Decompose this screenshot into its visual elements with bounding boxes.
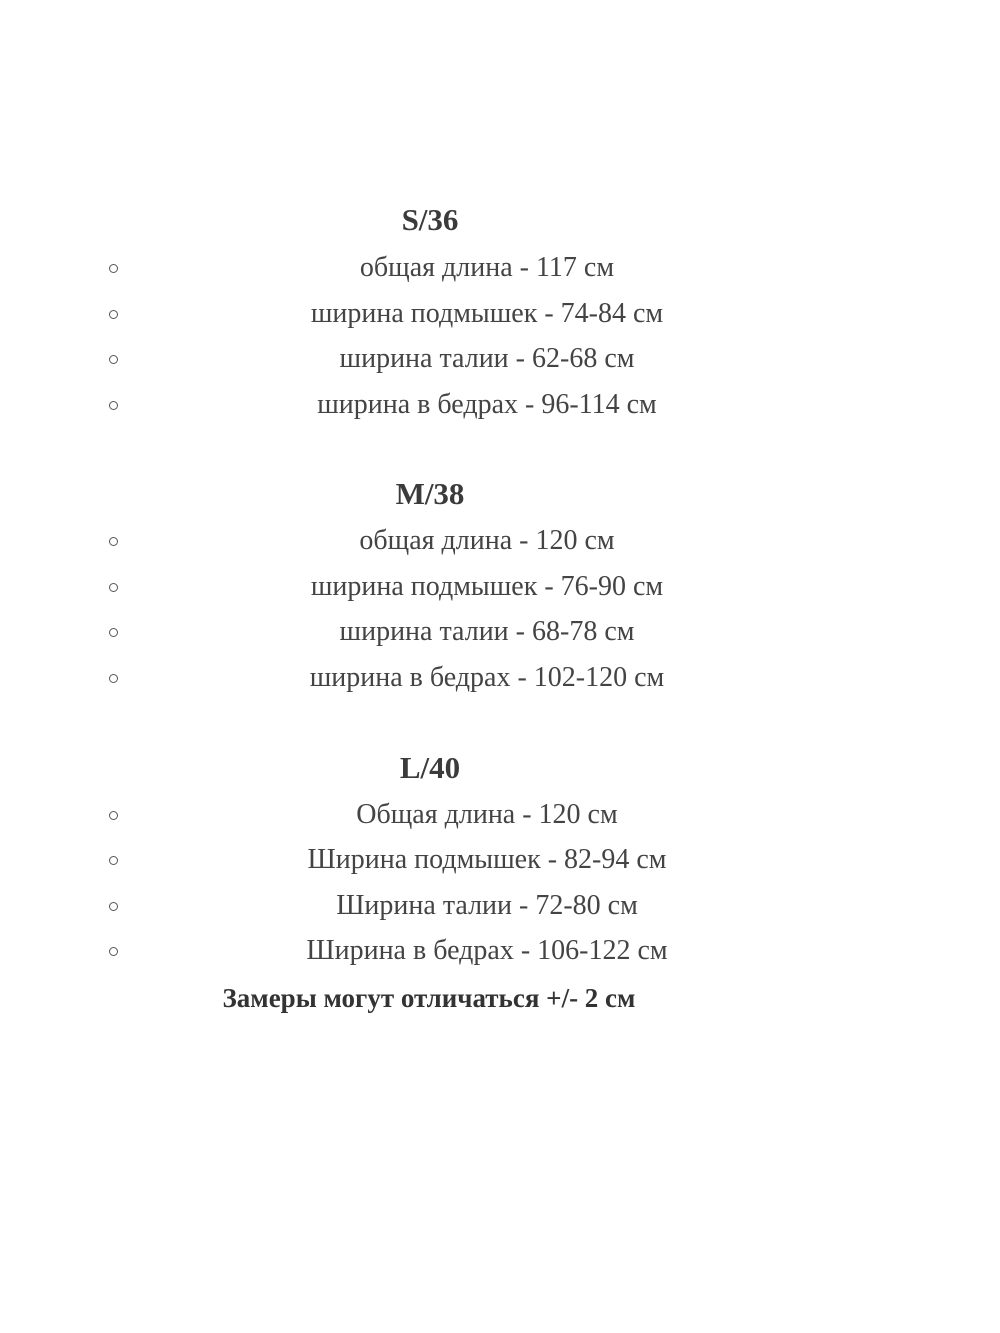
measurement-text: ширина в бедрах - 102-120 см	[309, 662, 665, 693]
measurement-note: Замеры могут отличаться +/- 2 см	[222, 983, 636, 1013]
measurement-text: ширина талии - 62-68 см	[339, 343, 635, 374]
measurement-text: ширина талии - 68-78 см	[339, 616, 635, 647]
list-item	[0, 250, 1000, 290]
list-item	[0, 660, 1000, 700]
list-item	[0, 797, 1000, 837]
list-item	[0, 296, 1000, 336]
list-item	[0, 842, 1000, 882]
measurement-text: ширина подмышек - 74-84 см	[310, 298, 664, 329]
measurement-text: общая длина - 117 см	[359, 252, 615, 283]
size-title-s36: S/36	[401, 202, 459, 237]
list-item	[0, 888, 1000, 928]
size-title-m38: M/38	[395, 476, 465, 511]
measurement-text: ширина подмышек - 76-90 см	[310, 571, 664, 602]
size-title-l40: L/40	[399, 750, 461, 785]
measurement-text: общая длина - 120 см	[359, 525, 615, 556]
list-item	[0, 614, 1000, 654]
list-item	[0, 341, 1000, 381]
list-item	[0, 387, 1000, 427]
measurement-text: Ширина талии - 72-80 см	[336, 890, 638, 921]
measurement-text: Ширина подмышек - 82-94 см	[307, 844, 667, 875]
measurement-text: ширина в бедрах - 96-114 см	[317, 389, 657, 420]
measurement-text: Общая длина - 120 см	[356, 799, 618, 830]
list-item	[0, 569, 1000, 609]
measurement-text: Ширина в бедрах - 106-122 см	[306, 935, 668, 966]
list-item	[0, 933, 1000, 973]
list-item	[0, 523, 1000, 563]
